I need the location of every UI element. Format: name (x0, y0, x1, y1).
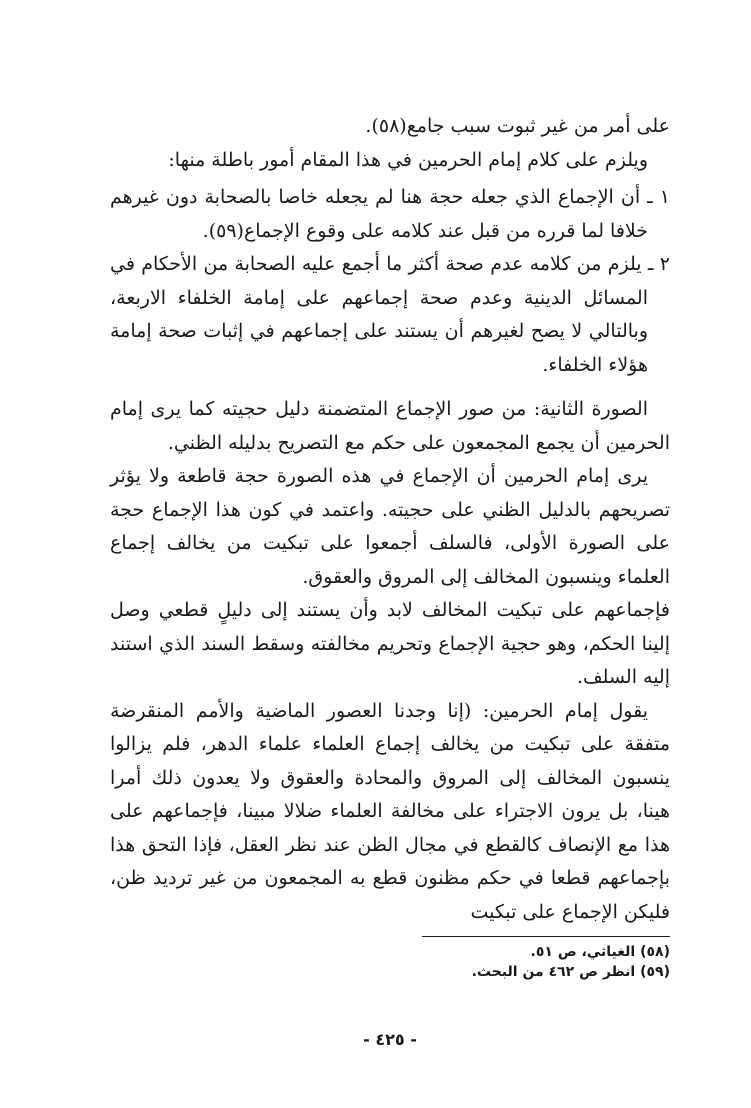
footnote-divider (422, 936, 670, 937)
body-paragraph-6: يقول إمام الحرمين: (إنا وجدنا العصور الماضية والأمم المنقرضة متفقة على تبكيت من يخالف إجماع العلماء علماء الدهر، فلم يزالوا ينسبون المخالف إلى المروق والمحادة والعقوق ولا يعدون ذلك أمرا هينا، بل يرون الاجتراء على مخالفة العلماء ضلالا مبينا، فإجماعهم على هذا مع الإنصاف كالقطع في مجال الظن عند نظر العقل، فإذا التحق هذا بإجماعهم قطعا في حكم مظنون قطع به المجمعون من غير ترديد ظن، فليكن الإجماع على تبكيت (110, 699, 670, 923)
body-paragraph-1: على أمر من غير ثبوت سبب جامع(٥٨). (365, 115, 670, 137)
footnotes (110, 942, 670, 982)
list-item-1: ١ ـ أن الإجماع الذي جعله حجة هنا لم يجعله خاصا بالصحابة دون غيرهم خلافا لما قرره من قبل عند كلامه على وقوع الإجماع(٥٩). (110, 186, 670, 242)
body-paragraph-5: فإجماعهم على تبكيت المخالف لابد وأن يستند إلى دليلٍ قطعي وصل إلينا الحكم، وهو حجية الإجماع وتحريم مخالفته وسقط السند الذي استند إليه السلف. (110, 599, 670, 688)
footnote-58: (٥٨) الغياثي، ص ٥١. (530, 944, 670, 960)
body-paragraph-3: الصورة الثانية: من صور الإجماع المتضمنة دليل حجيته كما يرى إمام الحرمين أن يجمع المجمعون على حكم مع التصريح بدليله الظني. (110, 398, 670, 454)
body-paragraph-4: يرى إمام الحرمين أن الإجماع في هذه الصورة حجة قاطعة ولا يؤثر تصريحهم بالدليل الظني على حجيته. واعتمد في كون هذا الإجماع حجة على الصورة الأولى، فالسلف أجمعوا على تبكيت من يخالف إجماع العلماء وينسبون المخالف إلى المروق والعقوق. (110, 465, 670, 588)
document-page (110, 110, 670, 1070)
body-paragraph-2: ويلزم على كلام إمام الحرمين في هذا المقام أمور باطلة منها: (168, 148, 648, 171)
page-number: - ٤٢٥ - (363, 1030, 417, 1049)
footnote-59: (٥٩) انظر ص ٤٦٢ من البحث. (471, 964, 670, 980)
list-item-2: ٢ ـ يلزم من كلامه عدم صحة أكثر ما أجمع عليه الصحابة من الأحكام في المسائل الدينية وعدم صحة إجماعهم على إمامة الخلفاء الاربعة، وبالتالي لا يصح لغيرهم أن يستند على إجماعهم في إثبات صحة إمامة هؤلاء الخلفاء. (110, 253, 670, 376)
